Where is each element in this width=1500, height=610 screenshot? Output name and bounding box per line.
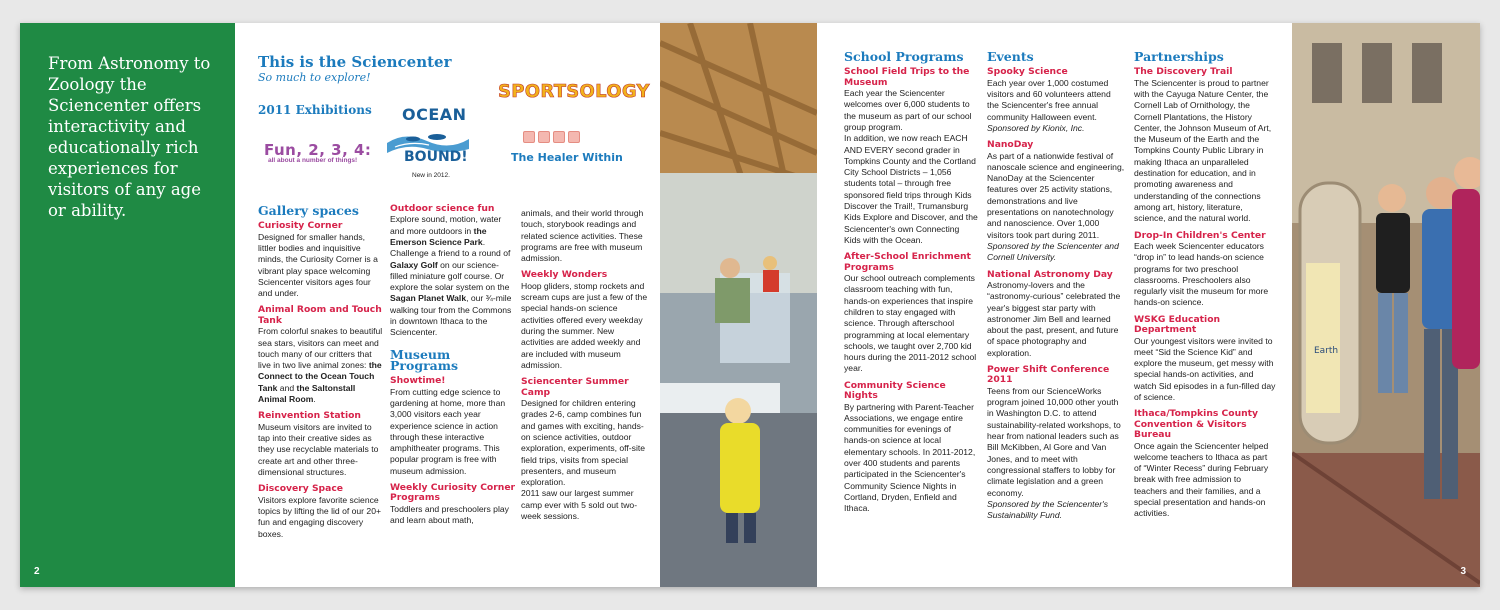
wskg-title: WSKG Education Department <box>1134 313 1221 336</box>
brochure-spread <box>20 23 1480 587</box>
gallery-heading: Gallery spaces <box>258 203 359 218</box>
page-subtitle: So much to explore! <box>258 71 371 84</box>
visitors-bureau-title: Ithaca/Tompkins County Convention & Visitors Bureau <box>1134 408 1259 441</box>
earth-sign-text: Earth <box>1314 346 1339 356</box>
stomach-icon <box>568 131 580 143</box>
partnerships-column <box>1134 51 1276 520</box>
museum-programs-heading: Museum Programs <box>390 346 459 373</box>
showtime-title: Showtime! <box>390 375 446 387</box>
nanoday-sponsor: Sponsored by the Sciencenter and Cornell University. <box>987 240 1119 263</box>
sportsology-logo: SPORTSOLOGY <box>498 81 650 102</box>
power-shift-sponsor: Sponsored by the Sciencenter's Sustainability Fund. <box>987 498 1109 521</box>
summer-camp-text-2: 2011 saw our largest summer camp ever with 5 sold out two-week sessions. <box>521 488 638 522</box>
events-heading: Events <box>987 49 1034 64</box>
discovery-space-title: Discovery Space <box>258 483 344 495</box>
gallery-column <box>258 205 384 540</box>
field-trips-text: Each year the Sciencenter welcomes over 6,000 students to the museum as part of our school group program. <box>844 88 972 132</box>
healer-organ-icons <box>523 130 583 148</box>
page-number-right: 3 <box>1460 566 1466 577</box>
outdoor-text: Explore sound, motion, water and more outdoors in the Emerson Science Park. Challenge a friend to a round of Galaxy Golf on our science-filled miniature golf course. Or explore the solar system on the Sagan Planet Walk, our ¾-mile walking tour from the Commons in downtown Ithaca to the Sciencenter. <box>390 214 512 338</box>
fun-234-tagline: all about a number of things! <box>268 157 358 164</box>
showtime-text: From cutting edge science to gardening at home, more than 3,000 visitors each year experience science in action through these interactive amphitheater programs. This popular program is free with museum admission. <box>390 386 506 476</box>
healer-within-logo: The Healer Within <box>511 151 623 164</box>
discovery-space-text: Visitors explore favorite science topics by lifting the lid of our 20+ fun and engaging discovery boxes. <box>258 494 382 539</box>
field-trips-title: School Field Trips to the Museum <box>844 66 970 88</box>
brain-icon <box>523 131 535 143</box>
discovery-trail-title: The Discovery Trail <box>1134 66 1233 78</box>
animal-room-text: From colorful snakes to beautiful sea stars, visitors can meet and touch many of our critters that live in two live animal zones: the Connect to the Ocean Touch Tank and the Saltonstall Animal Room. <box>258 326 383 405</box>
weekly-wonders-title: Weekly Wonders <box>521 269 608 281</box>
field-trips-text-2: In addition, we now reach EACH AND EVERY second grader in Tompkins County and the Cortland City School Districts – 1,056 students total – through free sponsored field trips through Kids Discover the Trail!, Trumansburg Kids Explore and Discover, and the Sciencenter's own Connecting Kids with the Ocean. <box>844 133 978 245</box>
school-programs-heading: School Programs <box>844 49 964 64</box>
heart-icon <box>538 131 550 143</box>
weekly-curiosity-cont: animals, and their world through touch, storybook readings and related science activities. These programs are free with museum admission. <box>521 208 644 264</box>
weekly-wonders-text: Hoop gliders, stomp rockets and scream cups are just a few of the special hands-on science activities offered every weekday during the summer. New activities are added weekly and are included with museum admission. <box>521 280 648 370</box>
drop-in-text: Each week Sciencenter educators “drop in” to lead hands-on science programs for two preschool classrooms. Preschoolers also regularly visit the museum for more hands-on science. <box>1134 240 1269 308</box>
after-school-title: After-School Enrichment Programs <box>844 251 971 273</box>
ocean-bound-logo-top: OCEAN <box>402 105 467 124</box>
weekly-curiosity-title: Weekly Curiosity Corner Programs <box>390 482 516 504</box>
power-shift-text: Teens from our ScienceWorks program joined 10,000 other youth in Washington D.C. to attend sustainability-related workshops, to hear from national leaders such as Bill McKibben, Al Gore and Van Jones, and to meet with congressional staffers to lobby for climate legislation and a green economy. <box>987 385 1121 498</box>
page-number-left: 2 <box>34 566 40 577</box>
science-nights-title: Community Science Nights <box>844 379 946 402</box>
animal-room-title: Animal Room and Touch Tank <box>258 304 382 326</box>
curiosity-title: Curiosity Corner <box>258 220 343 232</box>
weekly-curiosity-text: Toddlers and preschoolers play and learn about math, <box>390 503 509 526</box>
exhibitions-heading: 2011 Exhibitions <box>258 103 372 117</box>
after-school-text: Our school outreach complements classroom teaching with fun, hands-on experiences that inspire children to stay engaged with science. Through afterschool programming at local elementary schools, we taught over 2,700 kid hours during the 2011-2012 school year. <box>844 273 977 374</box>
spooky-text: Each year over 1,000 costumed visitors and 60 volunteers attend the Sciencenter's free annual community Halloween event. <box>987 77 1111 122</box>
science-nights-text: By partnering with Parent-Teacher Associations, we engage entire communities for evenings of hands-on science at local elementary schools. In 2011-2012, over 400 students and parents participated in the Sciencenter's Community Science Nights in Cortland, Dryden, Enfield and Ithaca. <box>844 401 976 514</box>
ocean-bound-logo-bottom: BOUND! <box>404 149 468 165</box>
summer-camp-text: Designed for children entering grades 2-6, camp combines fun and games with exciting, hands-on science activities, outdoor exploration, experiments, off-site field trips, visits from special presenters, and museum exploration. <box>521 398 646 488</box>
spooky-title: Spooky Science <box>987 66 1068 78</box>
discovery-trail-text: The Sciencenter is proud to partner with the Cayuga Nature Center, the Cornell Lab of Ornithology, the Cornell Plantations, the History Center, the Johnson Museum of Art, the Museum of the Earth and the Tompkins County Public Library in making Ithaca an unparalleled destination for education, and in promoting awareness and understanding of the connections among art, history, literature, science, and the natural world. <box>1134 77 1272 224</box>
outdoor-museum-column <box>390 204 516 526</box>
fun-234-logo: Fun, 2, 3, 4: <box>264 141 372 159</box>
events-column <box>987 51 1125 521</box>
spooky-sponsor: Sponsored by Kionix, Inc. <box>987 122 1085 133</box>
astronomy-day-title: National Astronomy Day <box>987 268 1113 280</box>
partnerships-heading: Partnerships <box>1134 49 1224 64</box>
astronomy-day-text: Astronomy-lovers and the “astronomy-curious” celebrated the year's biggest star party with astronomer Jim Bell and learned about the past, present, and future of space photography and exploration. <box>987 279 1121 358</box>
ocean-bound-caption: New in 2012. <box>412 172 450 179</box>
power-shift-title: Power Shift Conference 2011 <box>987 364 1110 386</box>
summer-camp-title: Sciencenter Summer Camp <box>521 376 629 398</box>
nanoday-text: As part of a nationwide festival of nanoscale science and engineering, NanoDay at the Sciencenter features over 25 activity stations, demonstrations and live presentations on nanotechnology and nanoscience. Over 1,000 visitors took part during 2011. <box>987 150 1125 240</box>
drop-in-title: Drop-In Children's Center <box>1134 229 1266 241</box>
wskg-text: Our youngest visitors were invited to meet “Sid the Science Kid” and explore the museum, get messy with special hands-on activities, and watch Sid episodes in a fun-filled day of science. <box>1134 335 1276 403</box>
museum-interior-photo <box>660 23 817 587</box>
programs-column <box>521 208 649 522</box>
intro-text: From Astronomy to Zoology the Sciencenter offers interactivity and educationally rich experiences for visitors of any age or ability. <box>48 54 211 220</box>
intro-panel <box>20 23 235 587</box>
page-title: This is the Sciencenter <box>258 53 452 71</box>
planet-walk-photo <box>1292 23 1480 587</box>
school-programs-column <box>844 51 978 515</box>
curiosity-text: Designed for smaller hands, littler bodies and inquisitive minds, the Curiosity Corner is a vibrant play space welcoming Sciencenter visitors ages four and under. <box>258 231 378 299</box>
visitors-bureau-text: Once again the Sciencenter helped welcome teachers to Ithaca as part of “Winter Recess” during February break with free admission to teachers and their families, and a special presentation and hands-on activities. <box>1134 440 1269 519</box>
outdoor-title: Outdoor science fun <box>390 203 495 214</box>
nanoday-title: NanoDay <box>987 139 1034 151</box>
lungs-icon <box>553 131 565 143</box>
reinvention-text: Museum visitors are invited to tap into their creative sides as they use recyclable materials to create art and other three-dimensional structures. <box>258 421 379 477</box>
reinvention-title: Reinvention Station <box>258 410 361 422</box>
